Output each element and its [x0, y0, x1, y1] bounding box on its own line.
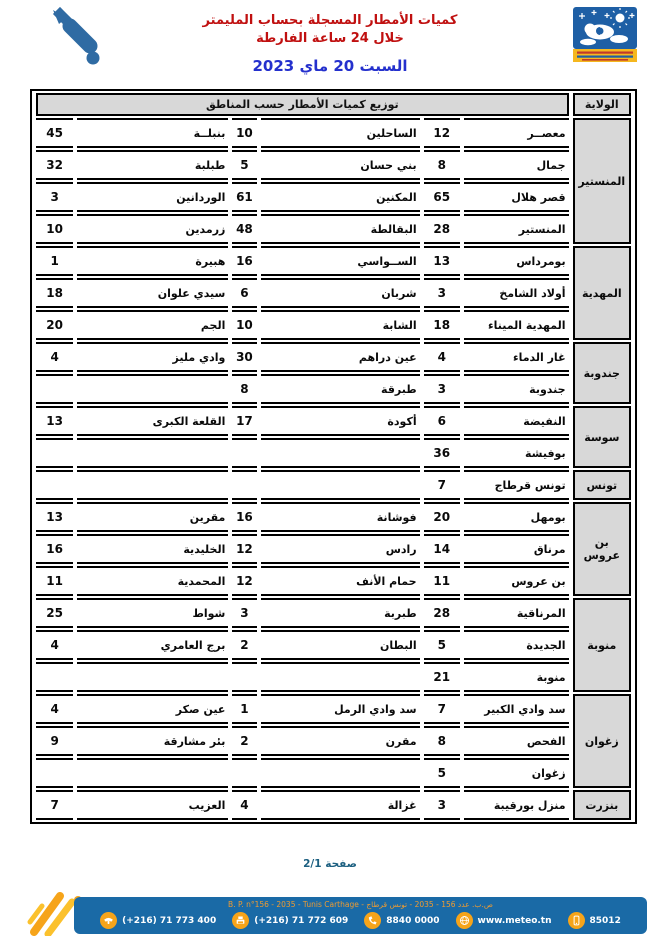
mobile-icon [568, 912, 585, 929]
station-value-cell [232, 438, 256, 468]
station-value-cell: 36 [424, 438, 460, 468]
station-name-cell: المنستير [464, 214, 569, 244]
wilaya-cell: تونس [573, 470, 631, 500]
station-value-cell [36, 758, 73, 788]
station-value-cell: 2 [232, 630, 256, 660]
wilaya-cell: المهدية [573, 246, 631, 340]
station-value-cell: 12 [232, 534, 256, 564]
station-name-cell: سد وادي الكبير [464, 694, 569, 724]
station-name-cell [261, 662, 420, 692]
station-name-cell: بنبلــة [77, 118, 228, 148]
station-name-cell: بومهل [464, 502, 569, 532]
station-name-cell: بوفيشة [464, 438, 569, 468]
footer-contact-text: 85012 [589, 915, 621, 926]
station-value-cell: 20 [424, 502, 460, 532]
wilaya-column-header: الولاية [573, 93, 631, 116]
station-value-cell [36, 438, 73, 468]
wilaya-cell: جندوبة [573, 342, 631, 404]
footer-contact-text: (+216) 71 773 400 [122, 915, 217, 926]
station-name-cell: غزالة [261, 790, 420, 820]
station-value-cell: 7 [424, 470, 460, 500]
wilaya-cell: بن عروس [573, 502, 631, 596]
station-value-cell: 48 [232, 214, 256, 244]
footer-contact-item [232, 912, 348, 929]
station-name-cell: شواط [77, 598, 228, 628]
station-value-cell: 18 [424, 310, 460, 340]
wilaya-cell: سوسة [573, 406, 631, 468]
station-value-cell [232, 758, 256, 788]
report-title-line2: خلال 24 ساعة الفارطة [256, 31, 404, 46]
globe-icon [456, 912, 473, 929]
station-name-cell: شربان [261, 278, 420, 308]
station-value-cell: 8 [424, 150, 460, 180]
station-value-cell: 10 [36, 214, 73, 244]
station-value-cell: 16 [232, 246, 256, 276]
station-name-cell: جندوبة [464, 374, 569, 404]
station-name-cell: غار الدماء [464, 342, 569, 372]
station-value-cell: 9 [36, 726, 73, 756]
inm-logo [26, 4, 106, 66]
station-name-cell: عين دراهم [261, 342, 420, 372]
footer-contact-text: 8840 0000 [386, 915, 440, 926]
station-name-cell: فوشانة [261, 502, 420, 532]
station-name-cell [77, 662, 228, 692]
station-value-cell: 18 [36, 278, 73, 308]
report-title-line1: كميات الأمطار المسجلة بحساب المليمتر [202, 13, 458, 28]
station-value-cell: 12 [424, 118, 460, 148]
station-name-cell [77, 438, 228, 468]
station-name-cell [77, 374, 228, 404]
footer-contacts [74, 912, 647, 929]
station-value-cell: 6 [232, 278, 256, 308]
logo-dot [87, 52, 100, 65]
footer-contact-item [456, 912, 552, 929]
station-value-cell: 6 [424, 406, 460, 436]
station-value-cell: 3 [36, 182, 73, 212]
station-value-cell [36, 662, 73, 692]
station-name-cell: تونس قرطاج [464, 470, 569, 500]
rainfall-table [30, 89, 637, 824]
station-value-cell: 28 [424, 598, 460, 628]
station-name-cell [77, 758, 228, 788]
station-value-cell: 13 [36, 502, 73, 532]
station-name-cell: الجديدة [464, 630, 569, 660]
footer [0, 892, 660, 938]
station-value-cell: 3 [424, 278, 460, 308]
station-name-cell: العزيب [77, 790, 228, 820]
station-value-cell: 5 [232, 150, 256, 180]
footer-contact-text: (+216) 71 772 609 [254, 915, 349, 926]
page-number: صفحة 2/1 [303, 858, 357, 870]
wilaya-cell: منوبة [573, 598, 631, 692]
station-value-cell: 4 [36, 694, 73, 724]
station-name-cell: زغوان [464, 758, 569, 788]
station-value-cell: 11 [424, 566, 460, 596]
station-value-cell: 3 [424, 374, 460, 404]
station-value-cell: 10 [232, 118, 256, 148]
station-name-cell: مقرن [261, 726, 420, 756]
station-value-cell: 3 [424, 790, 460, 820]
station-name-cell: طبرقة [261, 374, 420, 404]
header [0, 0, 660, 89]
station-name-cell: البطان [261, 630, 420, 660]
station-name-cell [261, 438, 420, 468]
station-value-cell: 16 [36, 534, 73, 564]
station-value-cell: 13 [36, 406, 73, 436]
station-name-cell: جمال [464, 150, 569, 180]
station-name-cell: البقالطة [261, 214, 420, 244]
station-name-cell: مرناق [464, 534, 569, 564]
station-name-cell: طبلبة [77, 150, 228, 180]
station-name-cell: سد وادي الرمل [261, 694, 420, 724]
handset-icon [364, 912, 381, 929]
station-value-cell: 7 [36, 790, 73, 820]
report-title-block [120, 12, 540, 75]
station-name-cell: قصر هلال [464, 182, 569, 212]
station-name-cell [261, 758, 420, 788]
footer-contact-item [364, 912, 439, 929]
station-name-cell: الجم [77, 310, 228, 340]
station-value-cell [36, 470, 73, 500]
station-value-cell: 65 [424, 182, 460, 212]
station-value-cell: 10 [232, 310, 256, 340]
station-value-cell: 17 [232, 406, 256, 436]
station-name-cell: المهدية الميناء [464, 310, 569, 340]
station-name-cell: الفحص [464, 726, 569, 756]
station-value-cell: 7 [424, 694, 460, 724]
station-value-cell: 4 [424, 342, 460, 372]
station-name-cell: أكودة [261, 406, 420, 436]
wilaya-cell: المنستير [573, 118, 631, 244]
station-name-cell: بني حسان [261, 150, 420, 180]
station-value-cell [232, 662, 256, 692]
station-value-cell: 21 [424, 662, 460, 692]
station-name-cell: الســواسي [261, 246, 420, 276]
station-name-cell: حمام الأنف [261, 566, 420, 596]
station-name-cell [261, 470, 420, 500]
table-title-header: توزيع كميات الأمطار حسب المناطق [36, 93, 569, 116]
station-name-cell: منزل بورقيبة [464, 790, 569, 820]
station-name-cell: معصــر [464, 118, 569, 148]
wilaya-cell: زغوان [573, 694, 631, 788]
station-value-cell: 32 [36, 150, 73, 180]
station-name-cell: هبيرة [77, 246, 228, 276]
station-value-cell: 11 [36, 566, 73, 596]
station-value-cell: 28 [424, 214, 460, 244]
station-name-cell: برج العامري [77, 630, 228, 660]
station-name-cell: طبربة [261, 598, 420, 628]
station-value-cell: 4 [232, 790, 256, 820]
station-name-cell: المرناقية [464, 598, 569, 628]
station-name-cell: بومرداس [464, 246, 569, 276]
station-value-cell: 16 [232, 502, 256, 532]
station-value-cell: 2 [232, 726, 256, 756]
station-name-cell: بئر مشارقة [77, 726, 228, 756]
station-name-cell: منوبة [464, 662, 569, 692]
footer-address: ص.ب. عدد 156 - 2035 - تونس قرطاج - B. P. n°156 - 2035 - Tunis Carthage [228, 900, 493, 909]
station-name-cell: المكنين [261, 182, 420, 212]
station-name-cell: المحمدية [77, 566, 228, 596]
station-value-cell: 30 [232, 342, 256, 372]
station-name-cell: أولاد الشامخ [464, 278, 569, 308]
station-value-cell: 5 [424, 630, 460, 660]
footer-contact-item [568, 912, 621, 929]
station-value-cell: 8 [424, 726, 460, 756]
station-name-cell: زرمدين [77, 214, 228, 244]
station-value-cell: 20 [36, 310, 73, 340]
station-name-cell [77, 470, 228, 500]
phone-icon [100, 912, 117, 929]
station-value-cell [232, 470, 256, 500]
footer-contact-item [100, 912, 216, 929]
station-value-cell: 1 [232, 694, 256, 724]
station-value-cell: 13 [424, 246, 460, 276]
station-value-cell: 1 [36, 246, 73, 276]
wilaya-cell: بنزرت [573, 790, 631, 820]
station-value-cell: 4 [36, 342, 73, 372]
station-value-cell: 12 [232, 566, 256, 596]
station-name-cell: الشابة [261, 310, 420, 340]
station-name-cell: الساحلين [261, 118, 420, 148]
station-value-cell [36, 374, 73, 404]
footer-bar [74, 897, 647, 934]
footer-contact-text: www.meteo.tn [477, 915, 552, 926]
station-name-cell: بن عروس [464, 566, 569, 596]
station-value-cell: 61 [232, 182, 256, 212]
station-value-cell: 45 [36, 118, 73, 148]
station-value-cell: 14 [424, 534, 460, 564]
station-value-cell: 3 [232, 598, 256, 628]
station-name-cell: مقرين [77, 502, 228, 532]
station-value-cell: 25 [36, 598, 73, 628]
institute-logo [570, 6, 640, 64]
station-name-cell: وادي مليز [77, 342, 228, 372]
station-value-cell: 8 [232, 374, 256, 404]
station-name-cell: سيدي علوان [77, 278, 228, 308]
station-name-cell: النفيضة [464, 406, 569, 436]
station-name-cell: الخليدية [77, 534, 228, 564]
station-name-cell: القلعة الكبرى [77, 406, 228, 436]
fax-icon [232, 912, 249, 929]
station-name-cell: الوردانين [77, 182, 228, 212]
station-name-cell: عين صكر [77, 694, 228, 724]
station-value-cell: 5 [424, 758, 460, 788]
report-date: السبت 20 ماي 2023 [252, 57, 408, 75]
station-name-cell: رادس [261, 534, 420, 564]
station-value-cell: 4 [36, 630, 73, 660]
